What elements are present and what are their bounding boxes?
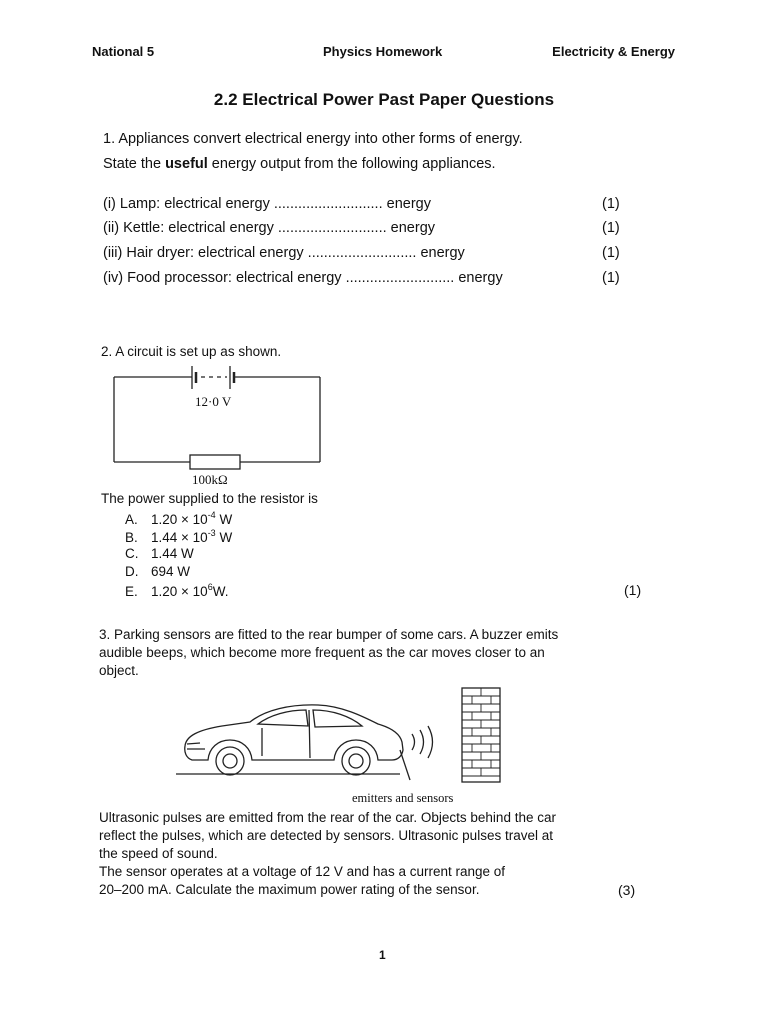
header-topic: Electricity & Energy — [552, 44, 675, 59]
q2-option-a: A. $1.20 \times 10^{-4}$ W — [125, 510, 233, 527]
resistor-label: 100kΩ — [192, 472, 228, 487]
q1-item-marks: (1) — [602, 270, 620, 286]
q3-intro-line: object. — [99, 663, 139, 678]
q2-stem: The power supplied to the resistor is — [101, 491, 318, 506]
q2-marks: (1) — [624, 582, 642, 598]
sound-wave-icon — [412, 734, 415, 750]
q3-intro-line: 3. Parking sensors are fitted to the rear bumper of some cars. A buzzer emits — [99, 627, 559, 642]
q1-item-marks: (1) — [602, 245, 620, 261]
page-title: 2.2 Electrical Power Past Paper Questions — [213, 90, 555, 109]
battery-voltage-label: 12·0 V — [195, 394, 232, 409]
header-course: National 5 — [92, 44, 155, 59]
q3-body-line: 20–200 mA. Calculate the maximum power rating of the sensor. — [99, 882, 480, 897]
q3-body-line: the speed of sound. — [99, 846, 218, 861]
page-number: 1 — [379, 948, 386, 962]
wheel-icon — [216, 747, 244, 775]
header-subject: Physics Homework — [323, 44, 443, 59]
sound-wave-icon — [420, 730, 424, 754]
q2-intro: 2. A circuit is set up as shown. — [101, 344, 282, 359]
q1-item: (iii) Hair dryer: electrical energy ........................... energy — [103, 245, 465, 261]
q3-body-line: The sensor operates at a voltage of 12 V and has a current range of — [99, 864, 506, 879]
q2-option-c: C. 1.44 W — [125, 546, 194, 561]
q2-option-e: E. $1.20 \times 10^6W$. — [125, 582, 229, 599]
car-parking-sensor-illustration — [0, 688, 768, 798]
q1-item: (ii) Kettle: electrical energy ........................... energy — [103, 220, 436, 236]
q3-intro-line: audible beeps, which become more frequent as the car moves closer to an — [99, 645, 545, 660]
q1-item: (iv) Food processor: electrical energy ........................... energy — [103, 270, 503, 286]
car-window-icon — [313, 710, 362, 727]
circuit-diagram — [0, 362, 768, 482]
figure-caption: emitters and sensors — [352, 791, 454, 805]
q3-body-line: Ultrasonic pulses are emitted from the rear of the car. Objects behind the car — [99, 810, 556, 825]
wheel-icon — [342, 747, 370, 775]
car-body-icon — [185, 705, 403, 760]
q1-instruction: State the useful energy output from the following appliances. — [103, 156, 496, 172]
q2-option-d: D. 694 W — [125, 564, 191, 579]
q3-body-line: reflect the pulses, which are detected by sensors. Ultrasonic pulses travel at — [99, 828, 553, 843]
q3-marks: (3) — [618, 882, 636, 898]
q2-option-b: B. $1.44 \times 10^{-3}$ W — [125, 528, 233, 545]
q1-item: (i) Lamp: electrical energy ........................... energy — [103, 196, 431, 212]
q1-intro: 1. Appliances convert electrical energy into other forms of energy. — [103, 131, 523, 147]
q1-item-marks: (1) — [602, 220, 620, 236]
sound-wave-icon — [428, 726, 433, 758]
q1-item-marks: (1) — [602, 196, 620, 212]
